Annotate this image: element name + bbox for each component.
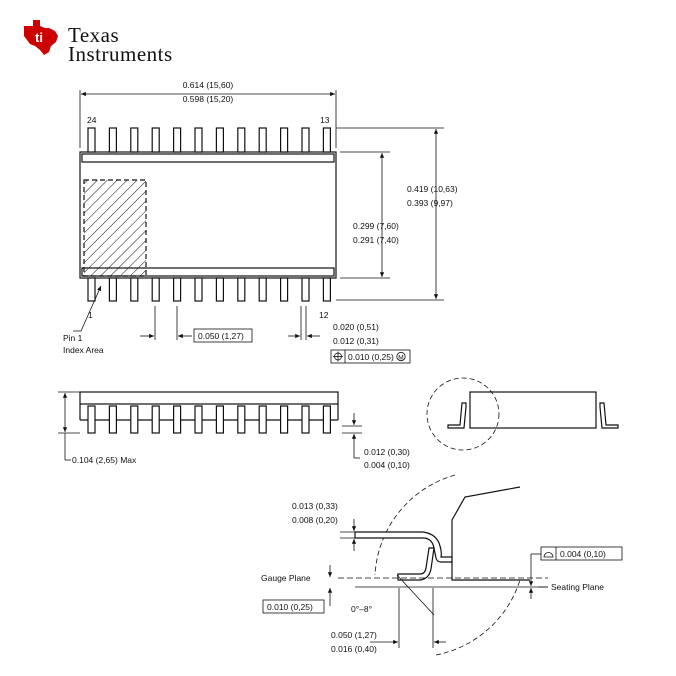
top-lead [216,128,223,152]
side-lead [174,406,181,433]
top-lead [259,128,266,152]
coplanarity-frame [541,547,622,560]
bottom-lead [152,278,159,301]
bottom-lead [323,278,330,301]
end-view [427,378,618,450]
span-max: 0.419 (10,63) [407,184,458,194]
gauge-plane-label: Gauge Plane [261,573,311,583]
pin1-label-line1: Pin 1 [63,333,83,343]
coplanarity-value: 0.004 (0,10) [560,549,606,559]
length-max: 0.614 (15,60) [182,80,234,90]
pitch-dimension [140,306,192,340]
standoff-dimension [342,413,362,458]
bottom-lead [88,278,95,301]
side-lead [238,406,245,433]
lead-angle-value: 0°–8° [351,604,372,614]
detail-body-outline [452,487,530,580]
pin-label-12: 12 [319,310,329,320]
top-lead [174,128,181,152]
position-tolerance-frame [331,350,410,363]
height-max: 0.104 (2,65) Max [72,455,137,465]
top-lead [195,128,202,152]
angle-reference-line [397,575,434,615]
top-lead [302,128,309,152]
seating-plane-label: Seating Plane [551,582,604,592]
top-lead [109,128,116,152]
top-leads [88,128,330,152]
bottom-lead [238,278,245,301]
body-top-edge [82,154,334,162]
top-lead [281,128,288,152]
side-view [80,392,338,433]
top-lead [323,128,330,152]
pin-label-24: 24 [87,115,97,125]
side-lead [131,406,138,433]
side-lead [302,406,309,433]
end-view-lead-right [600,403,618,428]
standoff-max: 0.012 (0,30) [364,447,410,457]
top-view [80,128,336,301]
coplanarity-leader [531,554,541,599]
position-tolerance-value: 0.010 (0,25) [348,352,394,362]
bottom-lead [216,278,223,301]
gauge-height-value: 0.010 (0,25) [267,602,313,612]
foot-length-dimension [370,588,446,648]
side-lead [216,406,223,433]
side-body-upper [80,392,338,404]
side-lead [259,406,266,433]
lead-width-min: 0.012 (0,31) [333,336,379,346]
lead-thickness-max: 0.013 (0,33) [292,501,338,511]
bottom-lead [195,278,202,301]
top-lead [152,128,159,152]
side-lead [323,406,330,433]
span-dimension [336,128,444,300]
foot-length-max: 0.050 (1,27) [331,630,377,640]
detail-circle-outline [375,475,520,655]
side-lead [88,406,95,433]
bottom-leads [88,278,330,301]
length-min: 0.598 (15,20) [182,94,234,104]
body-width-max: 0.299 (7,60) [353,221,399,231]
body-width-dimension [340,152,390,278]
lead-thickness-min: 0.008 (0,20) [292,515,338,525]
top-lead [131,128,138,152]
side-lead [109,406,116,433]
end-view-lead-left [448,403,466,428]
bottom-lead [259,278,266,301]
pin1-label-line2: Index Area [63,345,104,355]
lead-width-dimension [288,306,320,340]
side-lead [152,406,159,433]
bottom-lead [109,278,116,301]
bottom-lead [281,278,288,301]
side-lead [195,406,202,433]
pitch-value: 0.050 (1,27) [198,331,244,341]
mmc-symbol: M [398,354,404,362]
pin1-index-area [84,180,146,276]
bottom-lead [174,278,181,301]
pin-label-13: 13 [320,115,330,125]
side-lead [281,406,288,433]
ti-mark: ti [35,30,43,45]
body-width-min: 0.291 (7,40) [353,235,399,245]
height-dimension [58,392,80,460]
standoff-min: 0.004 (0,10) [364,460,410,470]
end-view-body [470,392,596,428]
bottom-lead [131,278,138,301]
brand-name-line1: Texas [68,23,120,47]
top-lead [88,128,95,152]
foot-length-min: 0.016 (0,40) [331,644,377,654]
detail-lead-upper [355,532,452,562]
pin1-leader [73,286,101,331]
span-min: 0.393 (9,97) [407,198,453,208]
lead-width-max: 0.020 (0,51) [333,322,379,332]
bottom-lead [302,278,309,301]
ti-logo [24,20,173,66]
top-lead [238,128,245,152]
pin-label-1: 1 [88,310,93,320]
detail-lead-foot [398,548,434,580]
detail-view [338,475,548,655]
brand-name-line2: Instruments [68,42,173,66]
